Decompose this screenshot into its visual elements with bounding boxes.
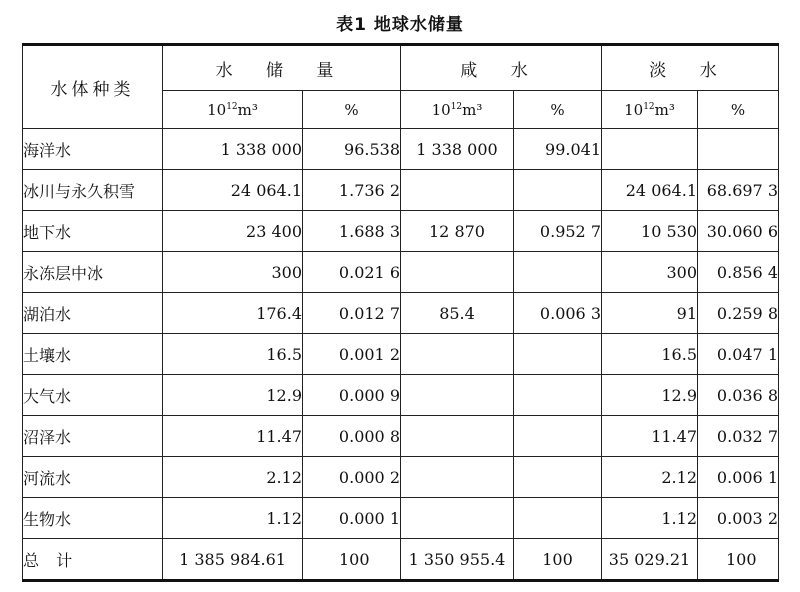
fresh-water-value: 35 029.21 [602, 539, 698, 581]
salt-water-value: 1 350 955.4 [401, 539, 514, 581]
total-storage-value: 176.4 [163, 293, 303, 334]
salt-water-value: 1 338 000 [401, 129, 514, 170]
total-storage-percent: 0.000 2 [303, 457, 401, 498]
salt-water-percent: 99.041 [514, 129, 602, 170]
total-storage-percent: 96.538 [303, 129, 401, 170]
salt-water-value [401, 457, 514, 498]
salt-water-percent: 0.952 7 [514, 211, 602, 252]
salt-water-percent [514, 252, 602, 293]
table-row [23, 457, 779, 498]
total-storage-percent: 1.688 3 [303, 211, 401, 252]
fresh-water-percent: 0.006 1 [698, 457, 779, 498]
row-label: 总 计 [23, 539, 163, 581]
row-label: 生物水 [23, 498, 163, 539]
unit-header: $10^{12}m^3$ [163, 91, 303, 129]
unit-header: $10^{12}m^3$ [602, 91, 698, 129]
total-storage-percent: 0.001 2 [303, 334, 401, 375]
fresh-water-percent: 68.697 3 [698, 170, 779, 211]
fresh-water-value: 91 [602, 293, 698, 334]
total-storage-value: 1 338 000 [163, 129, 303, 170]
total-storage-value: 11.47 [163, 416, 303, 457]
salt-water-percent [514, 498, 602, 539]
fresh-water-value: 10 530 [602, 211, 698, 252]
unit-header: $10^{12}m^3$ [401, 91, 514, 129]
total-storage-percent: 1.736 2 [303, 170, 401, 211]
total-storage-value: 300 [163, 252, 303, 293]
fresh-water-value [602, 129, 698, 170]
header-total-storage: 水 储 量 [163, 45, 401, 91]
total-storage-percent: 0.021 6 [303, 252, 401, 293]
fresh-water-percent: 100 [698, 539, 779, 581]
fresh-water-value: 11.47 [602, 416, 698, 457]
fresh-water-percent: 0.003 2 [698, 498, 779, 539]
row-label: 土壤水 [23, 334, 163, 375]
totals-row [23, 539, 779, 581]
salt-water-value [401, 416, 514, 457]
table-row [23, 375, 779, 416]
salt-water-percent [514, 416, 602, 457]
fresh-water-percent: 0.259 8 [698, 293, 779, 334]
salt-water-value [401, 334, 514, 375]
table-row [23, 293, 779, 334]
row-label: 地下水 [23, 211, 163, 252]
fresh-water-percent: 0.036 8 [698, 375, 779, 416]
row-label: 湖泊水 [23, 293, 163, 334]
salt-water-value [401, 498, 514, 539]
salt-water-percent [514, 170, 602, 211]
total-storage-percent: 0.000 1 [303, 498, 401, 539]
pct-header: % [698, 91, 779, 129]
fresh-water-percent: 0.047 1 [698, 334, 779, 375]
total-storage-value: 2.12 [163, 457, 303, 498]
table-row [23, 170, 779, 211]
row-label: 大气水 [23, 375, 163, 416]
salt-water-percent: 0.006 3 [514, 293, 602, 334]
table-row [23, 416, 779, 457]
table-row [23, 129, 779, 170]
table-row [23, 211, 779, 252]
salt-water-percent [514, 457, 602, 498]
pct-header: % [514, 91, 602, 129]
total-storage-value: 1.12 [163, 498, 303, 539]
table-row [23, 252, 779, 293]
fresh-water-percent: 0.856 4 [698, 252, 779, 293]
total-storage-value: 24 064.1 [163, 170, 303, 211]
salt-water-value: 85.4 [401, 293, 514, 334]
row-label: 冰川与永久积雪 [23, 170, 163, 211]
fresh-water-value: 300 [602, 252, 698, 293]
salt-water-value: 12 870 [401, 211, 514, 252]
total-storage-value: 16.5 [163, 334, 303, 375]
salt-water-percent: 100 [514, 539, 602, 581]
row-label: 海洋水 [23, 129, 163, 170]
row-label: 沼泽水 [23, 416, 163, 457]
table-row [23, 334, 779, 375]
salt-water-percent [514, 375, 602, 416]
fresh-water-value: 1.12 [602, 498, 698, 539]
total-storage-percent: 100 [303, 539, 401, 581]
fresh-water-percent: 0.032 7 [698, 416, 779, 457]
salt-water-value [401, 170, 514, 211]
row-label: 河流水 [23, 457, 163, 498]
fresh-water-value: 16.5 [602, 334, 698, 375]
table-row [23, 498, 779, 539]
salt-water-value [401, 252, 514, 293]
row-label: 永冻层中冰 [23, 252, 163, 293]
header-fresh-water: 淡 水 [602, 45, 779, 91]
fresh-water-percent: 30.060 6 [698, 211, 779, 252]
pct-header: % [303, 91, 401, 129]
header-water-type: 水体种类 [23, 45, 163, 129]
salt-water-value [401, 375, 514, 416]
total-storage-value: 1 385 984.61 [163, 539, 303, 581]
fresh-water-value: 24 064.1 [602, 170, 698, 211]
total-storage-value: 23 400 [163, 211, 303, 252]
total-storage-percent: 0.012 7 [303, 293, 401, 334]
fresh-water-value: 2.12 [602, 457, 698, 498]
total-storage-percent: 0.000 8 [303, 416, 401, 457]
total-storage-percent: 0.000 9 [303, 375, 401, 416]
salt-water-percent [514, 334, 602, 375]
water-storage-table [22, 43, 779, 582]
table-caption: 表1 地球水储量 [336, 15, 464, 35]
fresh-water-percent [698, 129, 779, 170]
fresh-water-value: 12.9 [602, 375, 698, 416]
header-salt-water: 咸 水 [401, 45, 602, 91]
total-storage-value: 12.9 [163, 375, 303, 416]
